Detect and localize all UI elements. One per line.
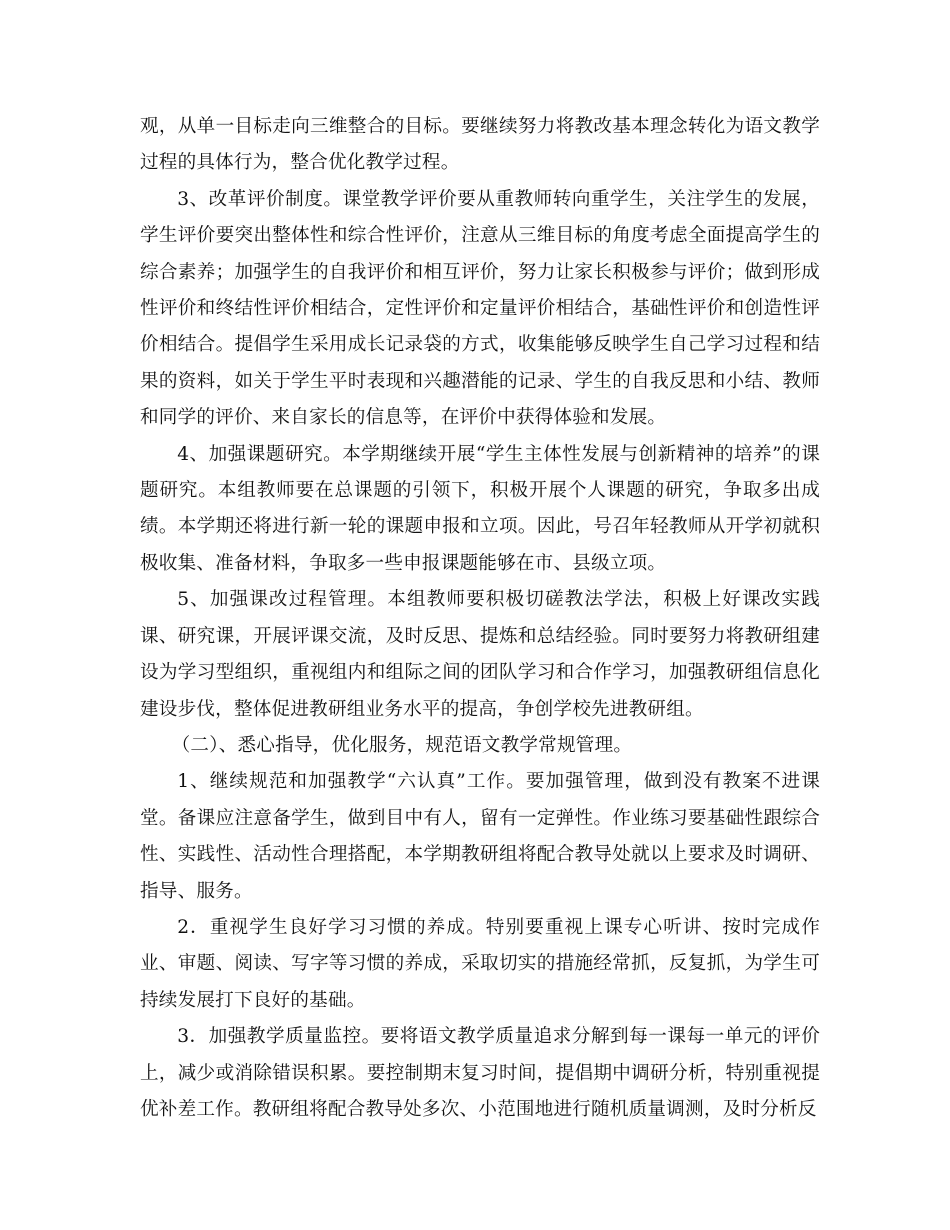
paragraph-item-1-six-earnest: 1、继续规范和加强教学“六认真”工作。要加强管理，做到没有教案不进课堂。备课应注意备学生，做到目中有人，留有一定弹性。作业练习要基础性跟综合性、实践性、活动性合理搭配，本学期教研组将配合教导处就以上要求及时调研、指导、服务。 xyxy=(140,771,820,902)
paragraph-item-3-evaluation-reform: 3、改革评价制度。课堂教学评价要从重教师转向重学生，关注学生的发展，学生评价要突出整体性和综合性评价，注意从三维目标的角度考虑全面提高学生的综合素养；加强学生的自我评价和相互评价，努力让家长积极参与评价；做到形成性评价和终结性评价相结合，定性评价和定量评价相结合，基础性评价和创造性评价相结合。提倡学生采用成长记录袋的方式，收集能够反映学生自己学习过程和结果的资料，如关于学生平时表现和兴趣潜能的记录、学生的自我反思和小结、教师和同学的评价、来自家长的信息等，在评价中获得体验和发展。 xyxy=(140,188,820,429)
paragraph-item-3-quality-monitoring: 3．加强教学质量监控。要将语文教学质量追求分解到每一课每一单元的评价上，减少或消除错误积累。要控制期末复习时间，提倡期中调研分析，特别重视提优补差工作。教研组将配合教导处多次、小范围地进行随机质量调测，及时分析反 xyxy=(140,1026,820,1120)
paragraph-item-5-process-management: 5、加强课改过程管理。本组教师要积极切磋教法学法，积极上好课改实践课、研究课，开展评课交流，及时反思、提炼和总结经验。同时要努力将教研组建设为学习型组织，重视组内和组际之间的团队学习和合作学习，加强教研组信息化建设步伐，整体促进教研组业务水平的提高，争创学校先进教研组。 xyxy=(140,589,820,720)
section-heading-2: （二）、悉心指导，优化服务，规范语文教学常规管理。 xyxy=(171,734,633,756)
paragraph-continuation: 观，从单一目标走向三维整合的目标。要继续努力将教改基本理念转化为语文教学过程的具体行为，整合优化教学过程。 xyxy=(140,116,820,174)
paragraph-item-2-study-habits: 2．重视学生良好学习习惯的养成。特别要重视上课专心听讲、按时完成作业、审题、阅读、写字等习惯的养成，采取切实的措施经常抓，反复抓，为学生可持续发展打下良好的基础。 xyxy=(140,916,820,1011)
document-body xyxy=(140,109,820,1128)
paragraph-item-4-research-topics: 4、加强课题研究。本学期继续开展“学生主体性发展与创新精神的培养”的课题研究。本组教师要在总课题的引领下，积极开展个人课题的研究，争取多出成绩。本学期还将进行新一轮的课题申报和立项。因此，号召年轻教师从开学初就积极收集、准备材料，争取多一些申报课题能够在市、县级立项。 xyxy=(140,443,820,574)
